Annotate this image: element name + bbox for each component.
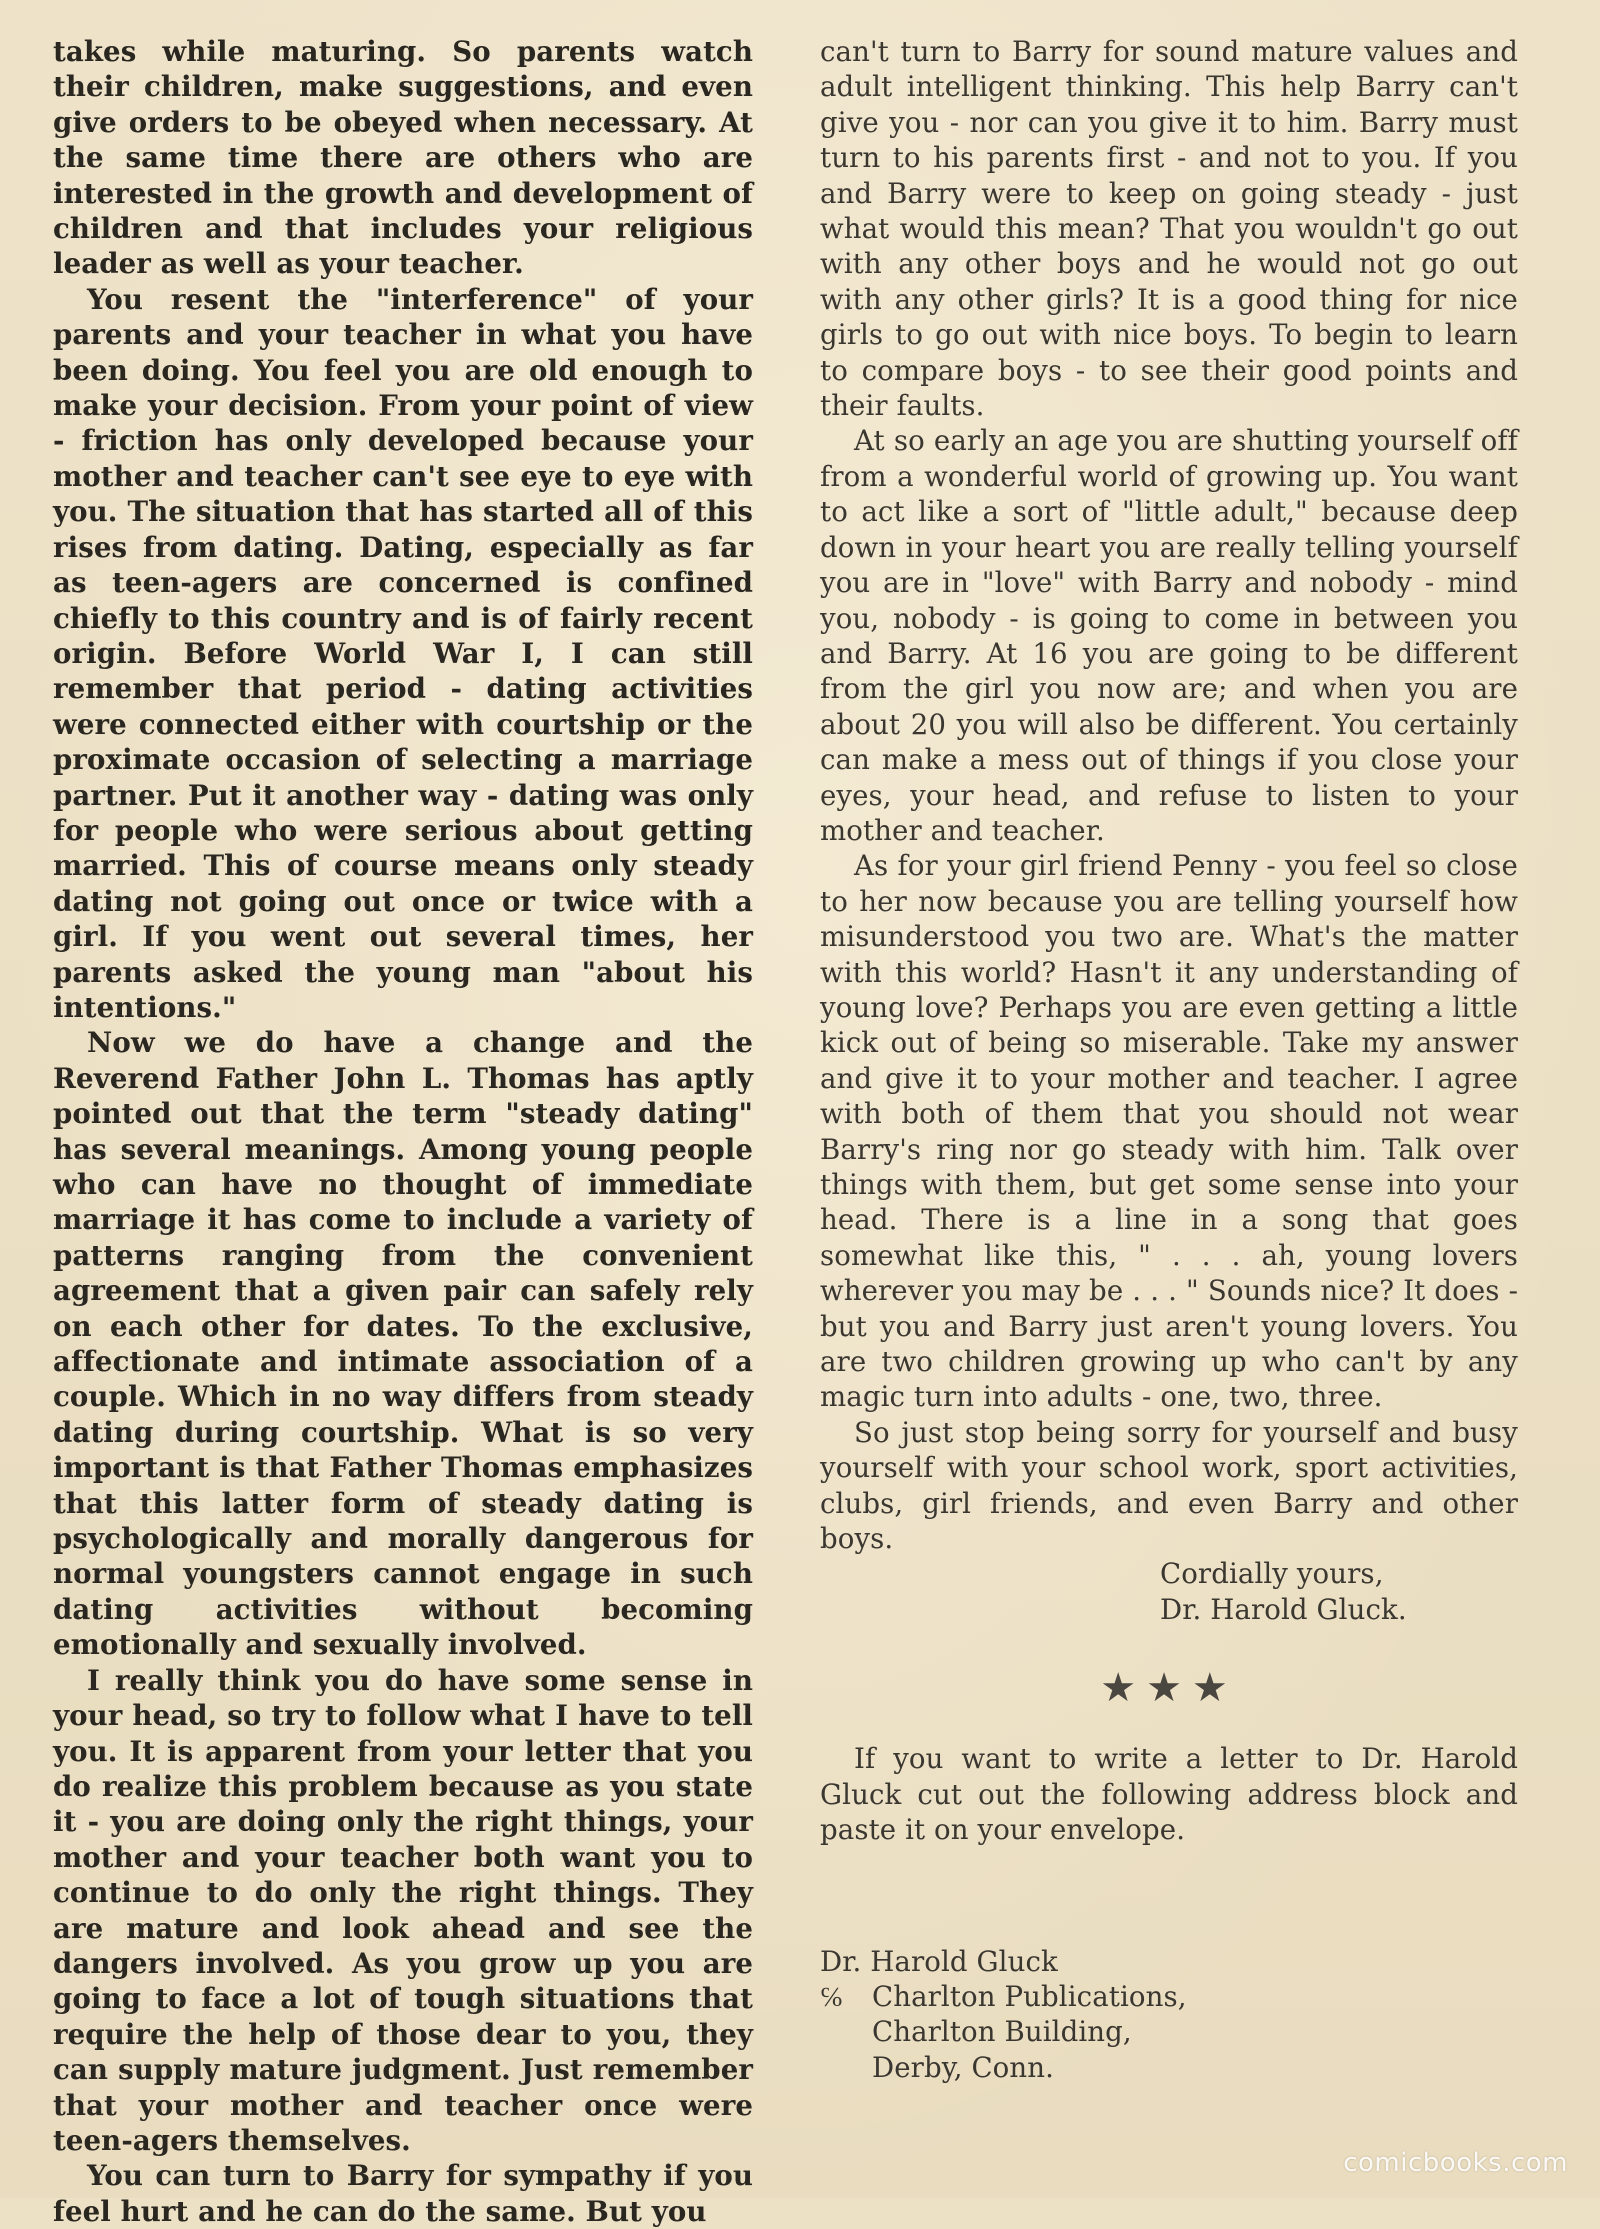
paragraph: takes while maturing. So parents watch their children, make suggestions, and even give orders to be obeyed when necessary. At the same time there are others who are interested in the growth and development of children and that includes your religious leader as well as your teacher. (53, 35, 753, 281)
closing-salutation: Cordially yours, (1160, 1557, 1384, 1591)
address-name: Dr. Harold Gluck (820, 1944, 1058, 1978)
signature: Dr. Harold Gluck. (1160, 1592, 1407, 1626)
watermark-text: comicbooks.com (1343, 2148, 1568, 2178)
paragraph: As for your girl friend Penny - you feel so close to her now because you are telling yourself how misunderstood you two are. What's the matter with this world? Hasn't it any understanding of young love? Perhaps you are even getting a little kick out of being so miserable. Take my answer and give it to your mother and teacher. I agree with both of them that you should not wear Barry's ring nor go steady with him. Talk over things with them, but get some sense into your head. There is a line in a song that goes somewhat like this, " . . . ah, young lovers wherever you may be . . . " Sounds nice? It does - but you and Barry just aren't young lovers. You are two children growing up who can't by any magic turn into adults - one, two, three. (820, 849, 1518, 1414)
paragraph: Now we do have a change and the Reverend Father John L. Thomas has aptly pointed out that the term "steady dating" has several meanings. Among young people who can have no thought of immediate marriage it has come to include a variety of patterns ranging from the convenient agreement that a given pair can safely rely on each other for dates. To the exclusive, affectionate and intimate association of a couple. Which in no way differs from steady dating during courtship. What is so very important is that Father Thomas emphasizes that this latter form of steady dating is psychologically and morally dangerous for normal youngsters cannot engage in such dating activities without becoming emotionally and sexually involved. (53, 1026, 753, 1662)
paragraph: I really think you do have some sense in your head, so try to follow what I have to tell you. It is apparent from your letter that you do realize this problem because as you state it - you are doing only the right things, your mother and your teacher both want you to continue to do only the right things. They are mature and look ahead and see the dangers involved. As you grow up you are going to face a lot of tough situations that require the help of those dear to you, they can supply mature judgment. Just remember that your mother and teacher once were teen-agers themselves. (53, 1663, 753, 2157)
right-text-column (820, 34, 1518, 2085)
address-line-3: Derby, Conn. (872, 2050, 1055, 2084)
care-of-symbol: ℅ (820, 1979, 844, 2013)
address-line (820, 1979, 1518, 2014)
paragraph: You resent the "interference" of your parents and your teacher in what you have been doing. You feel you are old enough to make your decision. From your point of view - friction has only developed because your mother and teacher can't see eye to eye with you. The situation that has started all of this rises from dating. Dating, especially as far as teen-agers are concerned is confined chiefly to this country and is of fairly recent origin. Before World War I, I can still remember that period - dating activities were connected either with courtship or the proximate occasion of selecting a marriage partner. Put it another way - dating was only for people who were serious about getting married. This of course means only steady dating not going out once or twice with a girl. If you went out several times, her parents asked the young man "about his intentions." (53, 282, 753, 1024)
write-instruction: If you want to write a letter to Dr. Harold Gluck cut out the following address block and paste it on your envelope. (820, 1742, 1518, 1847)
paragraph: You can turn to Barry for sympathy if you feel hurt and he can do the same. But you (53, 2159, 753, 2228)
address-block (820, 1944, 1518, 2086)
paragraph: So just stop being sorry for yourself and busy yourself with your school work, sport activities, clubs, girl friends, and even Barry and other boys. (820, 1415, 1518, 1556)
letter-closing (820, 1556, 1518, 1627)
address-line-1: Charlton Publications, (872, 1979, 1187, 2013)
section-divider-stars: ★★★ (1100, 1665, 1238, 1712)
address-line-2: Charlton Building, (872, 2015, 1132, 2049)
paragraph: At so early an age you are shutting yourself off from a wonderful world of growing up. You want to act like a sort of "little adult," because deep down in your heart you are really telling yourself you are in "love" with Barry and nobody - mind you, nobody - is going to come in between you and Barry. At 16 you are going to be different from the girl you now are; and when you are about 20 you will also be different. You certainly can make a mess out of things if you close your eyes, your head, and refuse to listen to your mother and teacher. (820, 424, 1518, 847)
left-text-column (53, 34, 753, 2229)
paragraph: can't turn to Barry for sound mature values and adult intelligent thinking. This help Barry can't give you - nor can you give it to him. Barry must turn to his parents first - and not to you. If you and Barry were to keep on going steady - just what would this mean? That you wouldn't go out with any other boys and he would not go out with any other girls? It is a good thing for nice girls to go out with nice boys. To begin to learn to compare boys - to see their good points and their faults. (820, 35, 1518, 423)
